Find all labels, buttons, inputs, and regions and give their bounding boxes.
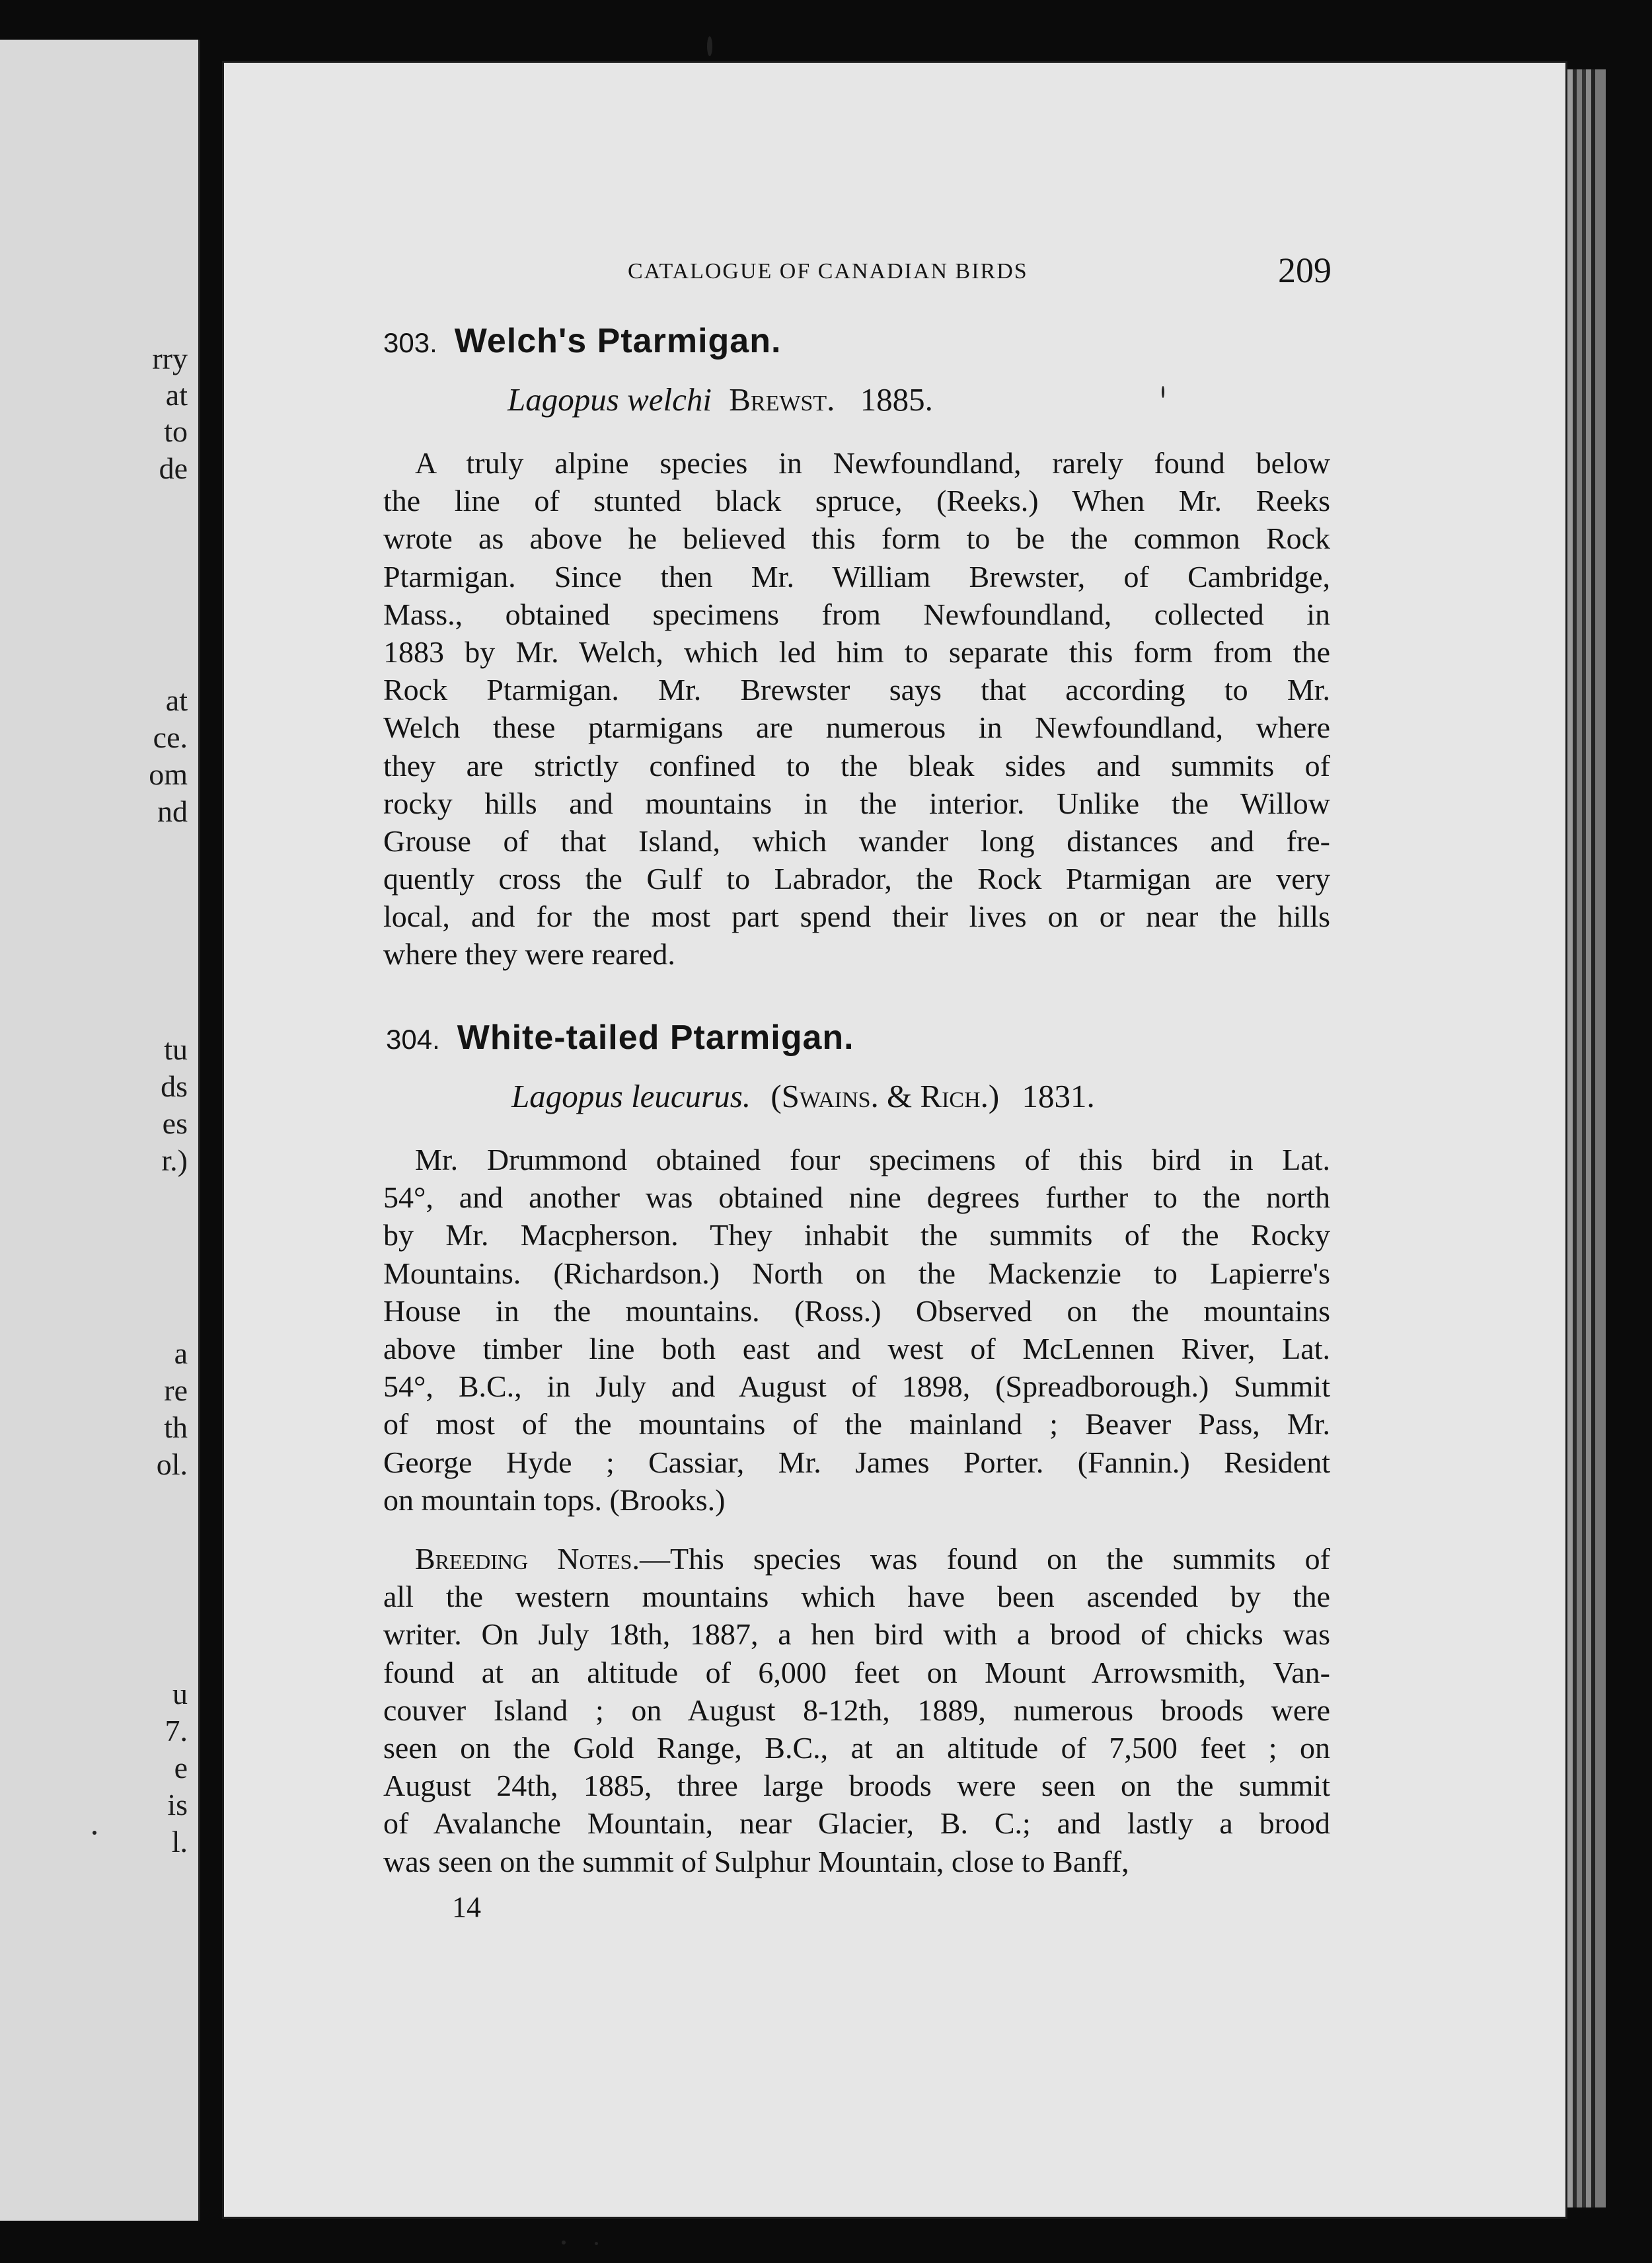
text-line: Ptarmigan. Since then Mr. William Brewster, of Cambridge, [383, 559, 1330, 594]
text-line: House in the mountains. (Ross.) Observed on the mountains [383, 1293, 1330, 1328]
text-line: writer. On July 18th, 1887, a hen bird with a brood of chicks was [383, 1617, 1330, 1652]
text-line: Rock Ptarmigan. Mr. Brewster says that according to Mr. [383, 673, 1330, 707]
text-line: 1883 by Mr. Welch, which led him to separate this form from the [383, 634, 1330, 669]
authority: Brewst. [729, 381, 835, 418]
species-number: 304. [386, 1024, 440, 1055]
breeding-notes-label: Breeding Notes. [415, 1542, 640, 1576]
year: 1831. [1022, 1078, 1095, 1114]
left-page-fragment: re [164, 1373, 188, 1407]
text-line: quently cross the Gulf to Labrador, the Rock Ptarmigan are very [383, 862, 1330, 896]
scan-speck [1162, 386, 1164, 398]
left-page-fragment: e [174, 1751, 188, 1784]
text-line: 54°, B.C., in July and August of 1898, (Spreadborough.) Summit [383, 1369, 1330, 1404]
text-line: local, and for the most part spend their lives on or near the hills [383, 900, 1330, 934]
authority: (Swains. & Rich.) [770, 1078, 1000, 1114]
text-line: all the western mountains which have been ascended by the [383, 1580, 1330, 1614]
text-line: by Mr. Macpherson. They inhabit the summits of the Rocky [383, 1218, 1330, 1252]
text-line: found at an altitude of 6,000 feet on Mount Arrowsmith, Van- [383, 1655, 1330, 1689]
text-line: of Avalanche Mountain, near Glacier, B. C.; and lastly a brood [383, 1806, 1330, 1841]
left-page-fragment: om [149, 757, 188, 791]
text-line: couver Island ; on August 8-12th, 1889, numerous broods were [383, 1693, 1330, 1727]
text-line: the line of stunted black spruce, (Reeks.) When Mr. Reeks [383, 484, 1330, 518]
text-line: A truly alpine species in Newfoundland, rarely found below [415, 446, 1330, 480]
text-line: Mass., obtained specimens from Newfoundland, collected in [383, 597, 1330, 631]
year: 1885. [860, 381, 933, 418]
text-line: Mr. Drummond obtained four specimens of this bird in Lat. [415, 1143, 1330, 1176]
text-line: rocky hills and mountains in the interior. Unlike the Willow [383, 786, 1330, 820]
species-heading-303 [383, 321, 781, 361]
text-line: where they were reared. [383, 937, 675, 972]
left-page-fragment: ol. [156, 1447, 188, 1481]
left-page-fragment: rry [152, 342, 188, 375]
text-line: above timber line both east and west of McLennen River, Lat. [383, 1331, 1330, 1365]
left-page-fragment: ds [161, 1069, 188, 1103]
text-line: 54°, and another was obtained nine degrees further to the north [383, 1180, 1330, 1215]
left-page-fragment: th [164, 1410, 188, 1444]
text-line: Welch these ptarmigans are numerous in Newfoundland, where [383, 710, 1330, 745]
left-page-fragment: u [172, 1677, 188, 1710]
left-page-fragment: 7. [165, 1714, 188, 1747]
left-page-fragment: es [162, 1106, 188, 1140]
left-page-fragment: ce. [153, 720, 188, 754]
text-line: Mountains. (Richardson.) North on the Mackenzie to Lapierre's [383, 1256, 1330, 1290]
species-common-name: White-tailed Ptarmigan. [457, 1018, 854, 1057]
text-line: they are strictly confined to the bleak sides and summits of [383, 748, 1330, 783]
left-page-fragment: tu [164, 1032, 188, 1066]
left-page-fragment: is [167, 1788, 188, 1822]
left-facing-page [0, 40, 200, 2221]
text-line: was seen on the summit of Sulphur Mountain, close to Banff, [383, 1844, 1129, 1878]
text-line: on mountain tops. (Brooks.) [383, 1482, 726, 1517]
species-description-304 [383, 1141, 1330, 1519]
species-scientific-line-303 [507, 381, 933, 418]
species-scientific-line-304 [511, 1077, 1095, 1115]
scan-speck [595, 2242, 598, 2245]
left-page-fragment: at [165, 378, 188, 412]
left-page-fragment: at [165, 683, 188, 717]
left-page-fragment: l. [171, 1825, 188, 1859]
signature-mark: 14 [452, 1891, 481, 1923]
species-heading-304 [386, 1018, 854, 1057]
scan-speck [707, 36, 712, 56]
text-line [383, 1540, 1330, 1578]
text-line: seen on the Gold Range, B.C., at an altitude of 7,500 feet ; on [383, 1730, 1330, 1765]
text-line: wrote as above he believed this form to be the common Rock [383, 521, 1330, 556]
text-line: of most of the mountains of the mainland ; Beaver Pass, Mr. [383, 1407, 1330, 1441]
scan-speck [93, 1831, 96, 1835]
left-page-fragment: a [174, 1336, 188, 1370]
species-common-name: Welch's Ptarmigan. [454, 322, 782, 360]
left-page-fragment: to [164, 414, 188, 448]
text-line: August 24th, 1885, three large broods were seen on the summit [383, 1769, 1330, 1803]
text-line-rest: —This species was found on the summits of [639, 1542, 1330, 1576]
page-edge-stack [1567, 69, 1606, 2207]
left-page-fragment: r.) [161, 1143, 188, 1177]
species-description-303 [383, 444, 1330, 974]
scientific-name: Lagopus leucurus. [511, 1078, 751, 1114]
left-page-fragment: nd [157, 794, 188, 828]
scientific-name: Lagopus welchi [507, 381, 712, 418]
left-page-fragment: de [159, 451, 188, 485]
running-head: CATALOGUE OF CANADIAN BIRDS [628, 259, 1028, 284]
text-line: George Hyde ; Cassiar, Mr. James Porter. (Fannin.) Resident [383, 1445, 1330, 1479]
species-number: 303. [383, 327, 437, 358]
breeding-notes-304 [383, 1540, 1330, 1880]
text-line: Grouse of that Island, which wander long distances and fre- [383, 824, 1330, 858]
page-number: 209 [1278, 250, 1332, 290]
scan-speck [562, 2241, 566, 2244]
